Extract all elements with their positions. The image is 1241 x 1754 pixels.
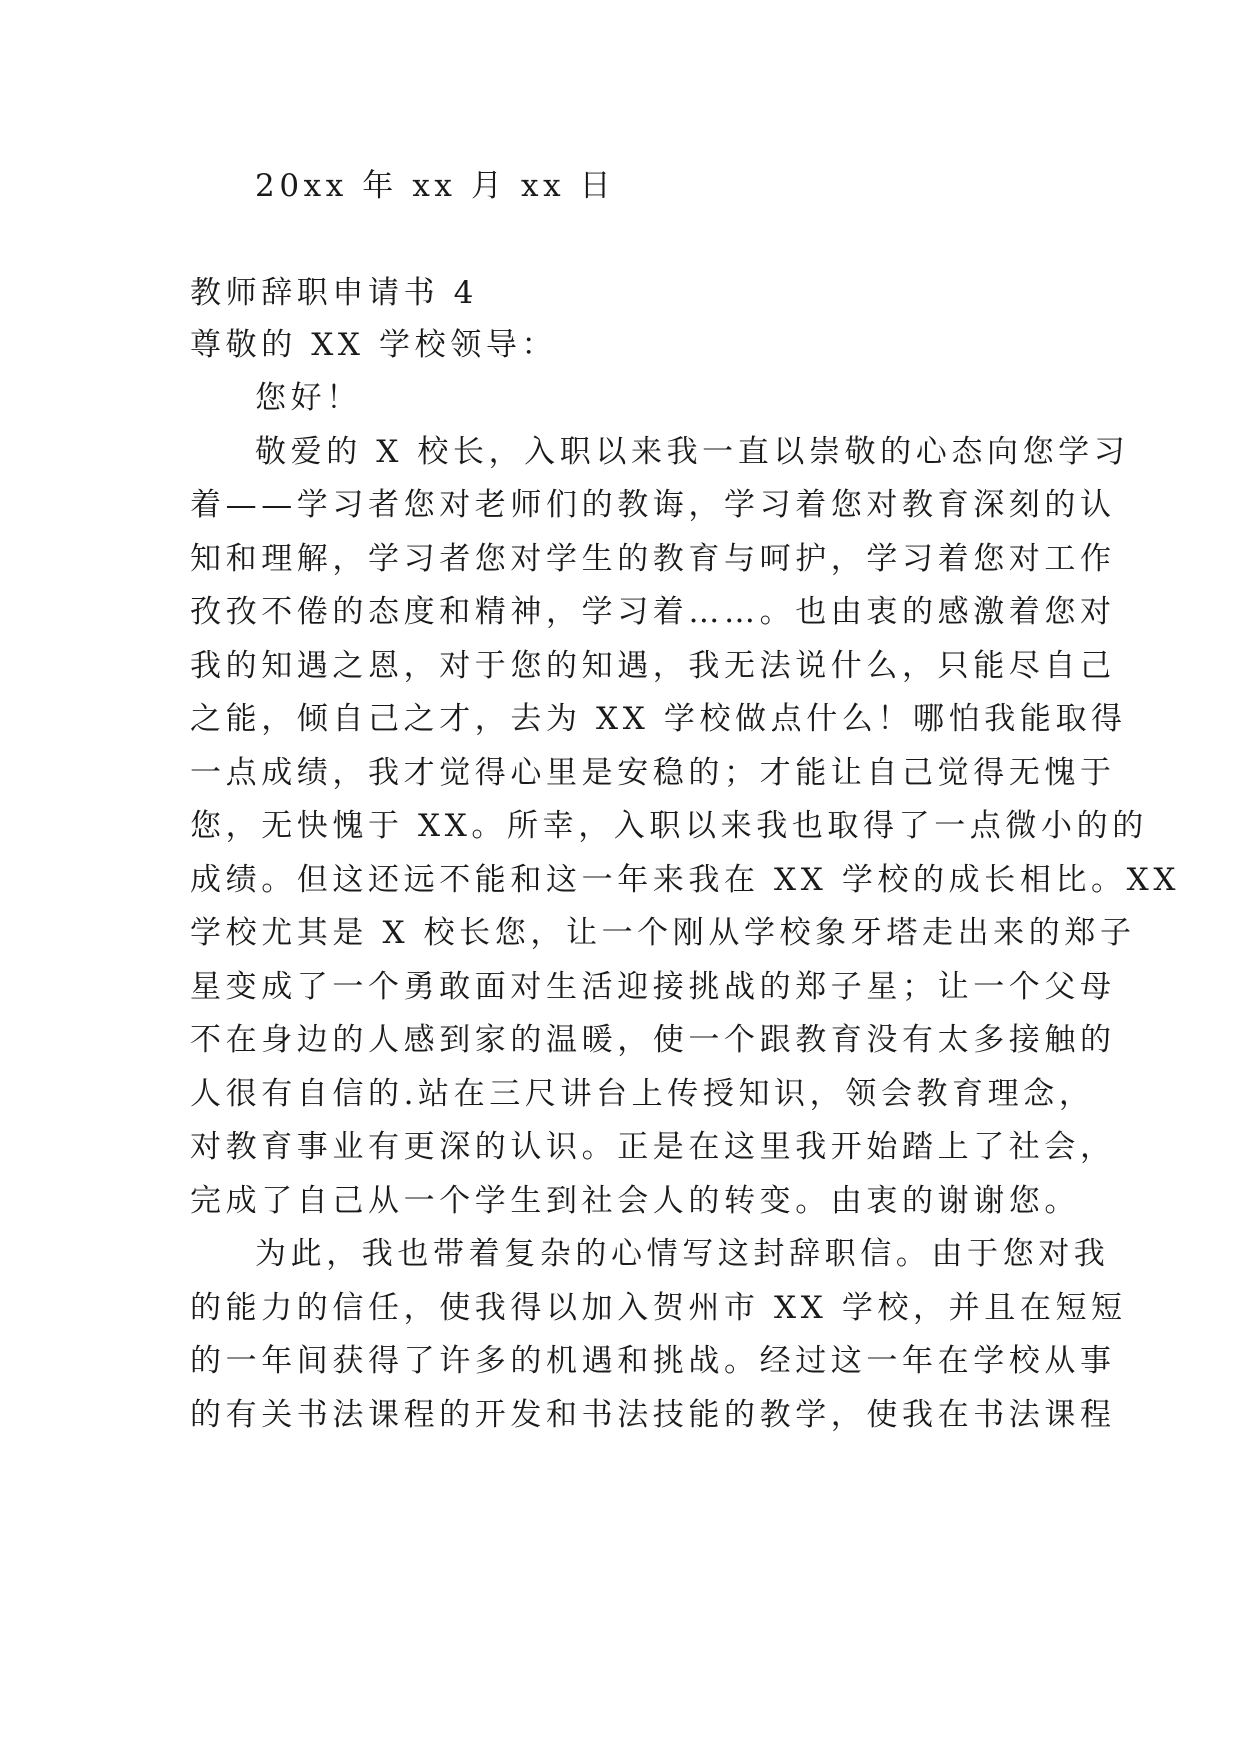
text-line: 之能，倾自己之才，去为 XX 学校做点什么！哪怕我能取得 (190, 701, 1127, 737)
text-line: 成绩。但这还远不能和这一年来我在 XX 学校的成长相比。XX (190, 862, 1180, 898)
text-line: 敬爱的 X 校长，入职以来我一直以崇敬的心态向您学习 (255, 434, 1130, 470)
text-line: 我的知遇之恩，对于您的知遇，我无法说什么，只能尽自己 (190, 648, 1116, 684)
text-line: 不在身边的人感到家的温暖，使一个跟教育没有太多接触的 (190, 1022, 1116, 1058)
text-line: 的有关书法课程的开发和书法技能的教学，使我在书法课程 (190, 1397, 1116, 1433)
text-line: 您，无快愧于 XX。所幸，入职以来我也取得了一点微小的的 (190, 808, 1148, 844)
text-line: 的一年间获得了许多的机遇和挑战。经过这一年在学校从事 (190, 1343, 1116, 1379)
text-line: 完成了自己从一个学生到社会人的转变。由衷的谢谢您。 (190, 1183, 1080, 1219)
text-line: 人很有自信的.站在三尺讲台上传授知识，领会教育理念， (190, 1076, 1095, 1112)
text-line: 对教育事业有更深的认识。正是在这里我开始踏上了社会， (190, 1129, 1116, 1165)
text-line: 星变成了一个勇敢面对生活迎接挑战的郑子星；让一个父母 (190, 969, 1116, 1005)
text-line: 的能力的信任，使我得以加入贺州市 XX 学校，并且在短短 (190, 1290, 1127, 1326)
text-line: 学校尤其是 X 校长您，让一个刚从学校象牙塔走出来的郑子 (190, 915, 1136, 951)
date-line: 20xx 年 xx 月 xx 日 (255, 168, 616, 204)
text-line: 为此，我也带着复杂的心情写这封辞职信。由于您对我 (255, 1236, 1110, 1272)
text-line: 知和理解，学习者您对学生的教育与呵护，学习着您对工作 (190, 541, 1116, 577)
letter-title: 教师辞职申请书 4 (190, 275, 478, 311)
greeting: 您好！ (255, 380, 362, 416)
text-line: 孜孜不倦的态度和精神，学习着……。也由衷的感激着您对 (190, 594, 1116, 630)
text-line: 着——学习者您对老师们的教诲，学习着您对教育深刻的认 (190, 487, 1116, 523)
text-line: 一点成绩，我才觉得心里是安稳的；才能让自己觉得无愧于 (190, 755, 1116, 791)
salutation: 尊敬的 XX 学校领导： (190, 327, 558, 363)
